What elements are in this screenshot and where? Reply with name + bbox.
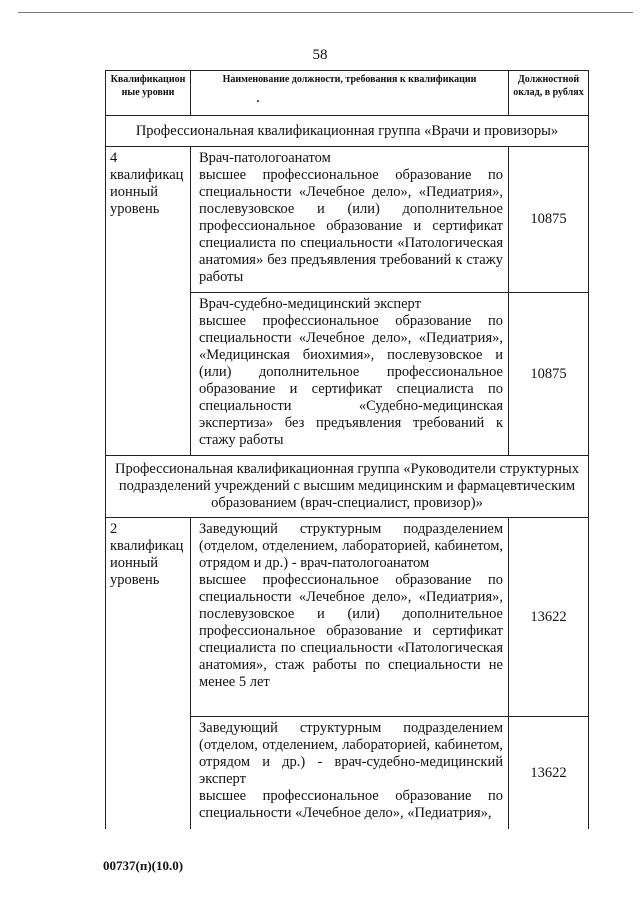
group-row-doctors-pharmacists (106, 116, 589, 147)
qualification-level-4: 4 квалификац ионный уровень (106, 147, 191, 456)
header-salary: Должностной оклад, в рублях (509, 71, 589, 116)
salary-value: 13622 (509, 518, 589, 717)
header-position-requirements: Наименование должности, требования к квалификации (191, 71, 509, 116)
position-title: Заведующий структурным подразделением (отделом, отделением, лабораторией, кабинетом, отрядом и др.) - врач-патологоанатом (199, 521, 503, 571)
top-rule (18, 12, 633, 13)
table-row (106, 518, 589, 717)
qualification-table (105, 70, 589, 829)
position-requirements: высшее профессиональное образование по специальности «Лечебное дело», «Педиатрия», «Медицинская биохимия», послевузовское и (или) дополнительное профессиональное образование и сертификат специалиста по специальности «Судебно-медицинская экспертиза» без предъявления требований к стажу работы (199, 313, 503, 448)
position-title: Врач-патологоанатом (199, 150, 331, 166)
position-requirements: высшее профессиональное образование по специальности «Лечебное дело», «Педиатрия», послевузовское и (или) дополнительное профессиональное образование и сертификат специалиста по специальности «Патологическая анатомия» без предъявления требований к стажу работы (199, 167, 503, 285)
page-number: 58 (312, 47, 328, 63)
qualification-level-2: 2 квалификац ионный уровень (106, 518, 191, 830)
position-title: Врач-судебно-медицинский эксперт (199, 296, 421, 312)
salary-value: 10875 (509, 293, 589, 456)
document-code: 00737(п)(10.0) (103, 858, 184, 873)
table-row (106, 147, 589, 293)
group-title: Профессиональная квалификационная группа «Руководители структурных подразделений учреждений с высшим медицинским и фармацевтическим образованием (врач-специалист, провизор)» (106, 456, 589, 518)
table-header-row (106, 71, 589, 116)
group-title: Профессиональная квалификационная группа «Врачи и провизоры» (106, 116, 589, 147)
position-title: Заведующий структурным подразделением (отделом, отделением, лабораторией, кабинетом, отрядом и др.) - врач-судебно-медицинский эксперт (199, 720, 503, 787)
position-requirements: высшее профессиональное образование по специальности «Лечебное дело», «Педиатрия», послевузовское и (или) дополнительное профессиональное образование и сертификат специалиста по специальности «Патологическая анатомия», стаж работы по специальности не менее 5 лет (199, 572, 503, 690)
header-qualification-levels: Квалификацион ные уровни (106, 71, 191, 116)
salary-value: 13622 (509, 717, 589, 830)
position-head-pathologist (191, 518, 509, 717)
salary-value: 10875 (509, 147, 589, 293)
position-forensic-expert (191, 293, 509, 456)
position-requirements: высшее профессиональное образование по специальности «Лечебное дело», «Педиатрия», (199, 788, 503, 821)
position-pathologist (191, 147, 509, 293)
group-row-department-heads (106, 456, 589, 518)
position-head-forensic-expert (191, 717, 509, 830)
